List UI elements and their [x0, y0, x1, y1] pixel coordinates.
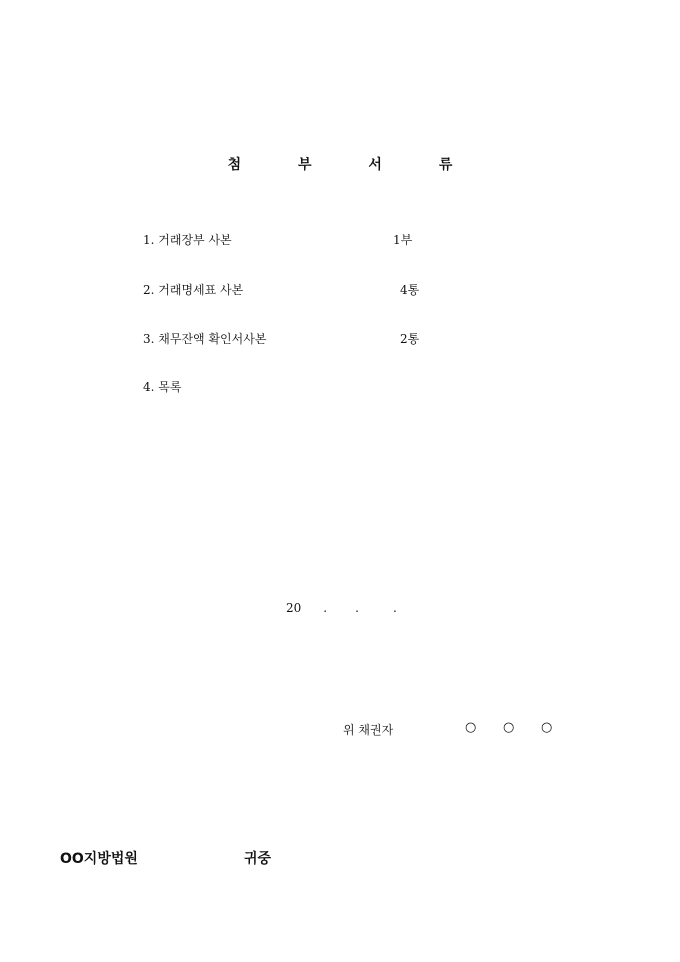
document-date — [286, 601, 397, 615]
attachment-item-2-label: 2. 거래명세표 사본 — [143, 283, 244, 297]
date-dot-1: . — [323, 601, 328, 615]
attachment-item-2-qty: 4통 — [400, 283, 420, 297]
date-year: 20 — [286, 601, 302, 615]
date-dot-2: . — [355, 601, 359, 615]
attachment-item-4-label: 4. 목록 — [143, 380, 182, 394]
document-title: 첨 부 서 류 — [227, 157, 479, 173]
signer-name-mark-3: ○ — [541, 720, 553, 735]
signer-name — [465, 720, 579, 735]
attachment-item-1-qty: 1부 — [393, 233, 413, 247]
attachment-item-1-label: 1. 거래장부 사본 — [143, 233, 232, 247]
attachment-item-3-qty: 2통 — [400, 332, 420, 346]
court-suffix: 귀중 — [244, 851, 272, 867]
signer-name-mark-1: ○ — [465, 720, 477, 735]
signer-name-mark-2: ○ — [503, 720, 515, 735]
court-name: OO지방법원 — [60, 851, 138, 867]
date-dot-3: . — [392, 601, 397, 615]
signer-label: 위 채권자 — [343, 723, 394, 737]
attachment-item-3-label: 3. 채무잔액 확인서사본 — [143, 332, 267, 346]
